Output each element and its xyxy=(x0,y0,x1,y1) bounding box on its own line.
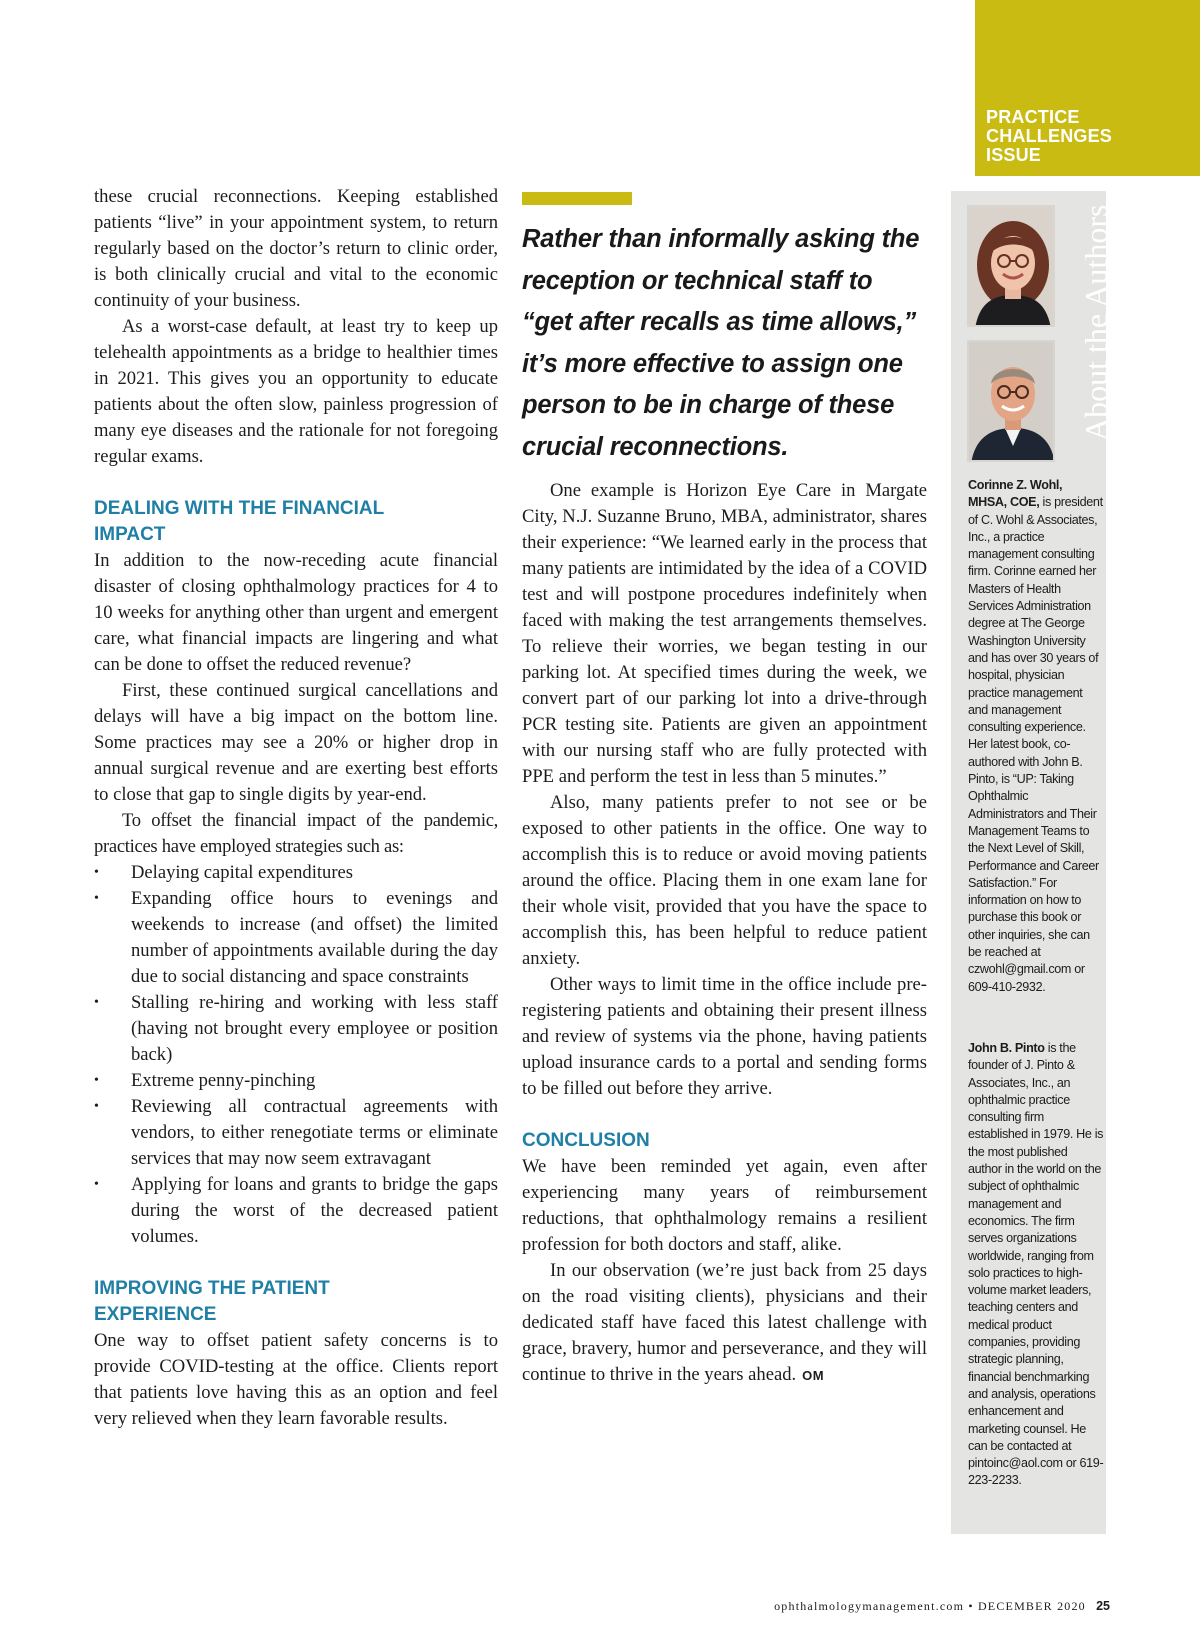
list-item xyxy=(94,990,498,1068)
author-bio-text: is the founder of J. Pinto & Associates, Inc., an ophthalmic practice consulting firm established in 1979. He is the most published author in the world on the subject of ophthalmic management and economics. The firm serves organizations worldwide, ranging from solo practices to high-volume market leaders, teaching centers and medical product companies, providing strategic planning, financial benchmarking and analysis, operations enhancement and marketing counsel. He can be contacted at pintoinc@aol.com or 619-223-2233. xyxy=(968,1041,1104,1488)
author-name: Corinne Z. Wohl, MHSA, COE, xyxy=(968,478,1063,510)
paragraph xyxy=(522,1258,927,1389)
portrait-man-icon xyxy=(969,342,1055,462)
left-column xyxy=(94,184,498,1432)
page-footer xyxy=(770,1599,1110,1614)
footer-site: ophthalmologymanagement.com xyxy=(774,1599,965,1613)
author-photo-john-pinto xyxy=(967,340,1055,462)
paragraph-text: In our observation (we’re just back from 25 days on the road visiting clients), physicians and their dedicated staff have faced this latest challenge with grace, bravery, humor and perseverance, and they will continue to thrive in the years ahead. xyxy=(522,1260,927,1385)
paragraph: To offset the financial impact of the pandemic, practices have employed strategies such as: xyxy=(94,810,498,857)
bullet-glyph: • xyxy=(94,865,99,880)
heading-line: EXPERIENCE xyxy=(94,1304,217,1325)
bullet-glyph: • xyxy=(94,1177,99,1192)
heading-line: IMPACT xyxy=(94,524,166,545)
paragraph: One example is Horizon Eye Care in Margate City, N.J. Suzanne Bruno, MBA, administrator, shares their experience: “We learned early in the process that many patients are intimidated by the idea of a COVID test and will postpone procedures indefinitely when faced with making the test arrangements themselves. To relieve their worries, we began testing in our parking lot. At specified times during the week, we convert part of our parking lot into a drive-through PCR testing site. Patients are given an appointment with our nursing staff who are fully protected with PPE and perform the test in less than 5 minutes.” xyxy=(522,480,927,787)
heading-line: IMPROVING THE PATIENT xyxy=(94,1278,330,1299)
issue-tab-line-1: PRACTICE xyxy=(986,107,1080,127)
list-item-text: Extreme penny-pinching xyxy=(131,1070,316,1091)
paragraph: Also, many patients prefer to not see or be exposed to other patients in the office. One way to accomplish this is to reduce or avoid moving patients around the office. Placing them in one exam lane for their whole visit, provided that you have the space to accomplish this, has been helpful to reduce patient anxiety. xyxy=(522,792,927,969)
paragraph: One way to offset patient safety concerns is to provide COVID-testing at the office. Clients report that patients love having this as an option and feel very relieved when they learn favorable results. xyxy=(94,1330,498,1429)
issue-tab xyxy=(975,0,1200,176)
author-bio-corinne-wohl xyxy=(968,477,1104,996)
list-item xyxy=(94,1068,498,1094)
issue-tab-line-2: CHALLENGES xyxy=(986,126,1113,146)
list-item-text: Applying for loans and grants to bridge the gaps during the worst of the decreased patient volumes. xyxy=(131,1174,498,1247)
pull-quote-rule xyxy=(522,192,632,205)
portrait-woman-icon xyxy=(969,207,1055,327)
issue-tab-line-3: ISSUE xyxy=(986,145,1042,165)
heading-line: DEALING WITH THE FINANCIAL xyxy=(94,498,385,519)
paragraph: these crucial reconnections. Keeping established patients “live” in your appointment system, to return regularly based on the doctor’s return to clinic order, is both clinically crucial and vital to the economic continuity of your business. xyxy=(94,186,498,311)
list-item xyxy=(94,860,498,886)
section-heading-patient-experience xyxy=(94,1276,498,1328)
author-bio-john-pinto xyxy=(968,1040,1104,1490)
paragraph: First, these continued surgical cancellations and delays will have a big impact on the bottom line. Some practices may see a 20% or higher drop in annual surgical revenue and are exerting best efforts to close that gap to single digits by year-end. xyxy=(94,680,498,805)
list-item-text: Delaying capital expenditures xyxy=(131,862,354,883)
footer-separator: • xyxy=(968,1599,974,1613)
author-bio-text: is president of C. Wohl & Associates, Inc., a practice management consulting firm. Corinne earned her Masters of Health Services Administration degree at The George Washington University and has over 30 years of hospital, physician practice management and management consulting experience. Her latest book, co-authored with John B. Pinto, is “UP: Taking Ophthalmic Administrators and Their Management Teams to the Next Level of Skill, Performance and Career Satisfaction.” For information on how to purchase this book or other inquiries, she can be reached at czwohl@gmail.com or 609-410-2932. xyxy=(968,495,1103,994)
bullet-glyph: • xyxy=(94,1073,99,1088)
paragraph: We have been reminded yet again, even after experiencing many years of reimbursement reductions, that ophthalmology remains a resilient profession for both doctors and staff, alike. xyxy=(522,1156,927,1255)
list-item-text: Stalling re-hiring and working with less staff (having not brought every employee or position back) xyxy=(131,992,498,1065)
middle-column xyxy=(522,192,927,1389)
section-heading-financial-impact xyxy=(94,496,498,548)
section-heading-conclusion: CONCLUSION xyxy=(522,1130,650,1151)
footer-issue: DECEMBER 2020 xyxy=(977,1599,1086,1613)
list-item-text: Expanding office hours to evenings and weekends to increase (and offset) the limited number of appointments available during the day due to social distancing and space constraints xyxy=(131,888,498,987)
list-item xyxy=(94,1094,498,1172)
author-photo-corinne-wohl xyxy=(967,205,1055,327)
issue-tab-label xyxy=(986,108,1191,165)
bullet-glyph: • xyxy=(94,891,99,906)
list-item-text: Reviewing all contractual agreements with vendors, to either renegotiate terms or eliminate services that may now seem extravagant xyxy=(131,1096,498,1169)
list-item xyxy=(94,886,498,990)
bullet-glyph: • xyxy=(94,1099,99,1114)
end-mark: OM xyxy=(802,1368,825,1383)
bullet-glyph: • xyxy=(94,995,99,1010)
paragraph: In addition to the now-receding acute financial disaster of closing ophthalmology practices for 4 to 10 weeks for anything other than urgent and emergent care, what financial impacts are lingering and what can be done to offset the reduced revenue? xyxy=(94,550,498,675)
sidebar-heading: About the Authors xyxy=(1078,205,1114,442)
pull-quote: Rather than informally asking the reception or technical staff to “get after recalls as time allows,” it’s more effective to assign one person to be in charge of these crucial reconnections. xyxy=(522,225,920,461)
list-item xyxy=(94,1172,498,1250)
paragraph: Other ways to limit time in the office include pre-registering patients and obtaining their present illness and review of systems via the phone, having patients upload insurance cards to a portal and sending forms to be filled out before they arrive. xyxy=(522,974,927,1099)
page-number: 25 xyxy=(1096,1599,1110,1613)
strategy-list xyxy=(94,860,498,1250)
paragraph: As a worst-case default, at least try to keep up telehealth appointments as a bridge to healthier times in 2021. This gives you an opportunity to educate patients about the often slow, painless progression of many eye diseases and the rationale for not foregoing regular exams. xyxy=(94,316,498,467)
author-name: John B. Pinto xyxy=(968,1041,1045,1055)
